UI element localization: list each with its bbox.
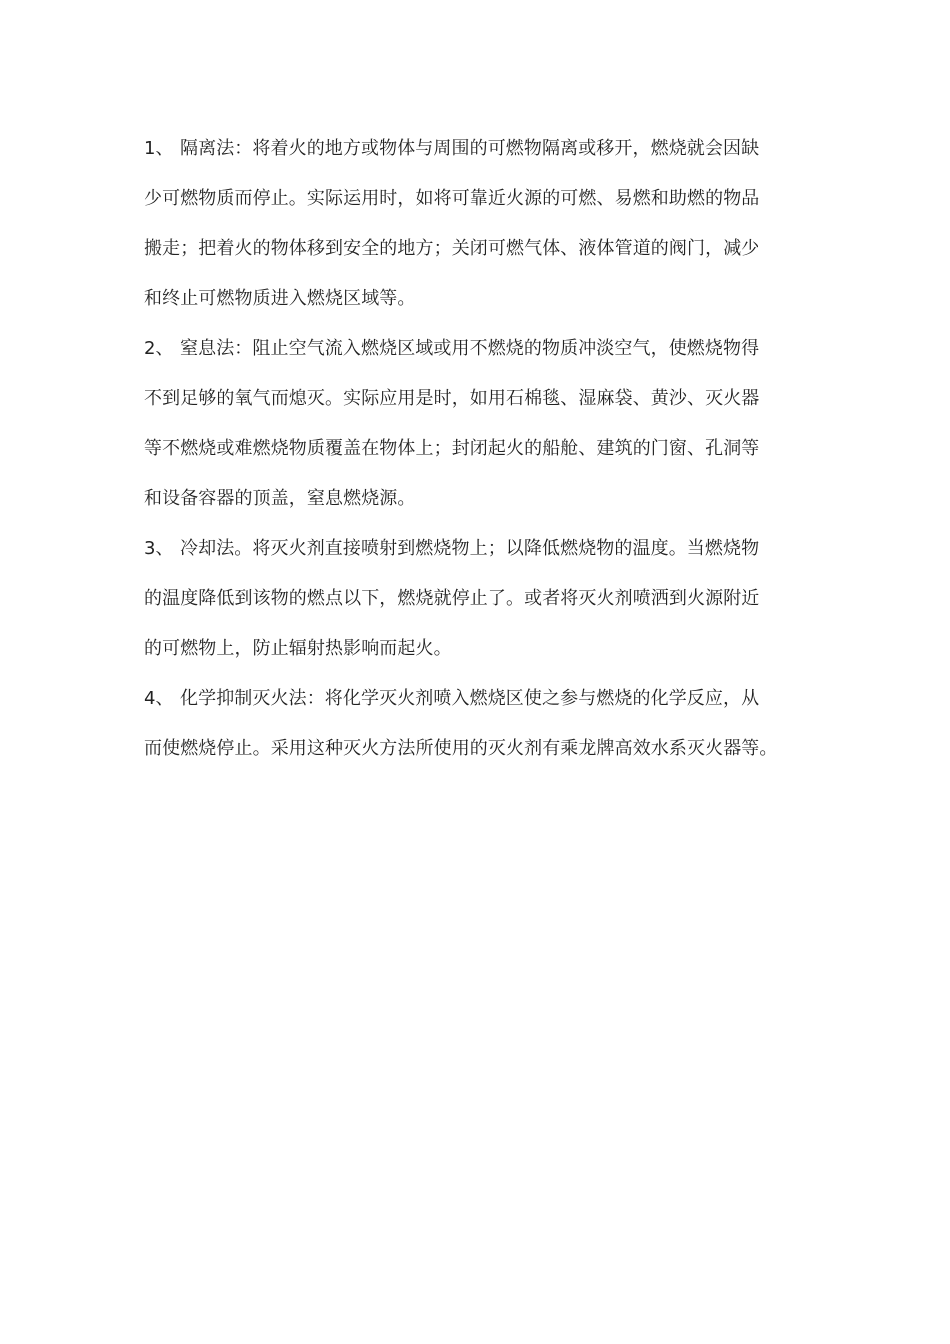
paragraph-text: 化学抑制灭火法：将化学灭火剂喷入燃烧区使之参与燃烧的化学反应，从 <box>180 688 760 709</box>
paragraph-line <box>144 328 809 378</box>
paragraph-line: 的温度降低到该物的燃点以下，燃烧就停止了。或者将灭火剂喷洒到火源附近 <box>144 588 760 609</box>
paragraph-line <box>144 528 809 578</box>
paragraph-line: 和终止可燃物质进入燃烧区域等。 <box>144 288 416 309</box>
paragraph-line: 的可燃物上，防止辐射热影响而起火。 <box>144 638 452 659</box>
paragraph-line: 搬走；把着火的物体移到安全的地方；关闭可燃气体、液体管道的阀门，减少 <box>144 238 760 259</box>
paragraph-line <box>144 678 809 728</box>
paragraph-line: 等不燃烧或难燃烧物质覆盖在物体上；封闭起火的船舱、建筑的门窗、孔洞等 <box>144 438 760 459</box>
paragraph-number: 2、 <box>144 338 174 359</box>
paragraph-number: 4、 <box>144 688 174 709</box>
paragraph-line <box>144 128 809 178</box>
paragraph-line: 和设备容器的顶盖，窒息燃烧源。 <box>144 488 416 509</box>
paragraph-cooling <box>144 528 809 678</box>
paragraph-line: 少可燃物质而停止。实际运用时，如将可靠近火源的可燃、易燃和助燃的物品 <box>144 188 760 209</box>
paragraph-isolation <box>144 128 809 328</box>
paragraph-text: 隔离法：将着火的地方或物体与周围的可燃物隔离或移开，燃烧就会因缺 <box>180 138 760 159</box>
paragraph-number: 1、 <box>144 138 174 159</box>
paragraph-suffocation <box>144 328 809 528</box>
paragraph-number: 3、 <box>144 538 174 559</box>
paragraph-text: 冷却法。将灭火剂直接喷射到燃烧物上；以降低燃烧物的温度。当燃烧物 <box>180 538 760 559</box>
paragraph-text: 窒息法：阻止空气流入燃烧区域或用不燃烧的物质冲淡空气，使燃烧物得 <box>180 338 760 359</box>
document-body <box>144 128 809 778</box>
paragraph-line: 不到足够的氧气而熄灭。实际应用是时，如用石棉毯、湿麻袋、黄沙、灭火器 <box>144 388 760 409</box>
paragraph-line: 而使燃烧停止。采用这种灭火方法所使用的灭火剂有乘龙牌高效水系灭火器等。 <box>144 738 778 759</box>
paragraph-chemical-suppression <box>144 678 809 778</box>
